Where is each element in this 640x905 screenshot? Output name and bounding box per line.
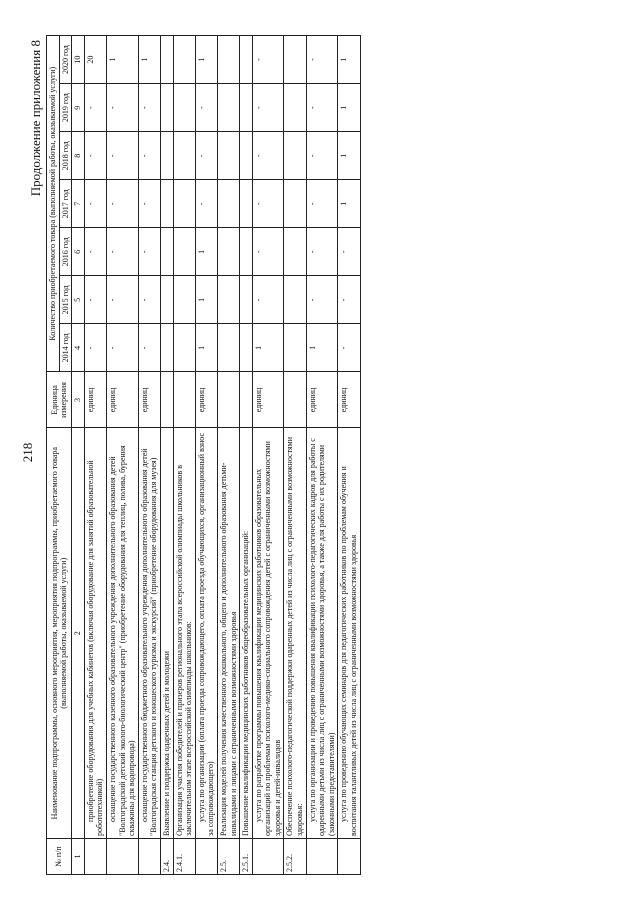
row-value [173,276,195,324]
row-value: 1 [338,132,360,180]
row-unit: единиц [252,372,284,428]
row-value: 20 [84,36,106,84]
row-value: 1 [338,84,360,132]
row-value: - [106,180,138,228]
header-year: 2019 год [59,84,72,132]
row-number: 2.5.2. [284,838,306,874]
row-value: 1 [195,228,217,276]
row-value [284,228,306,276]
row-name: услуга по разработке программы повышения квалификации медицинских работников образовательных организаций по проблемам психолого-медико-социального сопровождения детей с ограниченными возможностями здоровья и детей-инвалидов [252,428,284,838]
header-year: 2014 год [59,324,72,372]
column-number: 3 [72,372,85,428]
row-value: - [252,180,284,228]
column-number: 9 [72,84,85,132]
row-name: оснащение государственного бюджетного образовательного учреждения дополнительного образования детей "Волгоградская станция детского и юношеского туризма и экскурсий" (приобретение оборудования для музея) [138,428,160,838]
table-row [306,36,338,875]
row-number [306,838,338,874]
row-value [160,132,173,180]
row-number: 2.5. [217,838,239,874]
row-value: - [84,276,106,324]
column-number: 1 [72,838,85,874]
procurement-table [46,35,361,875]
row-value [240,84,253,132]
row-value [217,228,239,276]
table-row [240,36,253,875]
row-value: - [252,276,284,324]
column-number: 5 [72,276,85,324]
row-number: 2.4.1. [173,838,195,874]
header-name: Наименование подпрограммы, основного мероприятия, мероприятия подпрограммы, приобретаемого товара (выполняемой работы, оказываемой услуги) [47,428,72,838]
row-value [160,228,173,276]
appendix-label: Продолжение приложения 8 [28,40,43,197]
table-row [195,36,217,875]
header-unit: Единица измерения [47,372,72,428]
row-value [284,180,306,228]
row-value: - [138,324,160,372]
row-value: - [84,324,106,372]
table-row [338,36,360,875]
row-value [240,276,253,324]
row-value: - [106,228,138,276]
row-value [160,324,173,372]
row-number [252,838,284,874]
row-number: 2.5.1. [240,838,253,874]
header-year: 2017 год [59,180,72,228]
row-value: - [84,228,106,276]
header-year: 2018 год [59,132,72,180]
row-value: - [252,84,284,132]
table-row [138,36,160,875]
table-row [284,36,306,875]
row-value [160,84,173,132]
row-value: - [138,276,160,324]
table-row [252,36,284,875]
table-body [84,36,360,875]
row-value [173,324,195,372]
row-value: - [138,228,160,276]
column-number: 10 [72,36,85,84]
row-value [217,324,239,372]
row-value [240,180,253,228]
header-year: 2016 год [59,228,72,276]
row-value [284,324,306,372]
table-row [173,36,195,875]
row-value: - [338,324,360,372]
row-value: - [306,36,338,84]
row-value [217,276,239,324]
row-unit: единиц [195,372,217,428]
row-value: 1 [338,36,360,84]
row-value [173,84,195,132]
row-value [284,132,306,180]
row-unit: единиц [338,372,360,428]
row-unit: единиц [306,372,338,428]
row-value: - [306,228,338,276]
row-value: - [306,276,338,324]
header-quantity: Количество приобретаемого товара (выполняемой работы, оказываемой услуги) [47,36,60,372]
row-name: услуга по организации (оплата проезда сопровождающего, оплата проезда обучающихся, организационный взнос за сопровождающего) [195,428,217,838]
row-number [138,838,160,874]
row-value: 1 [195,36,217,84]
row-value: 1 [306,324,338,372]
row-value: - [252,132,284,180]
row-number [84,838,106,874]
row-value [173,180,195,228]
row-value [284,276,306,324]
row-value: - [106,84,138,132]
row-value [173,228,195,276]
row-name: Повышение квалификации медицинских работников общеобразовательных организаций: [240,428,253,838]
row-value [240,36,253,84]
column-number: 8 [72,132,85,180]
row-value: - [338,276,360,324]
row-name: приобретение оборудования для учебных кабинетов (включая оборудование для занятий образовательной робототехникой) [84,428,106,838]
row-value [160,180,173,228]
row-value: - [195,180,217,228]
row-value [173,132,195,180]
row-value: - [84,180,106,228]
row-number [195,838,217,874]
row-value [284,36,306,84]
column-number: 2 [72,428,85,838]
row-number [106,838,138,874]
row-value [217,180,239,228]
row-unit [217,372,239,428]
row-value: - [252,228,284,276]
row-value [217,36,239,84]
row-value [284,84,306,132]
row-value: - [106,276,138,324]
row-value: - [84,84,106,132]
row-value: - [195,84,217,132]
row-unit [173,372,195,428]
row-number [338,838,360,874]
row-name: услуга по организации и проведению повышения квалификации психолого-педагогических кадров для работы с одаренными детьми из числа лиц с ограниченными возможностями здоровья, а также для работы с их родителями (законными представителями) [306,428,338,838]
row-value: - [84,132,106,180]
page-number: 218 [20,442,35,463]
header-year: 2020 год [59,36,72,84]
row-unit [284,372,306,428]
row-value [240,324,253,372]
row-value: - [195,132,217,180]
table-row [217,36,239,875]
row-value [217,132,239,180]
row-value [240,132,253,180]
table-row [160,36,173,875]
row-value: 1 [138,36,160,84]
row-value [160,36,173,84]
row-unit [160,372,173,428]
table-row [84,36,106,875]
row-value: 1 [195,276,217,324]
row-value: - [338,228,360,276]
row-value [240,228,253,276]
row-value [160,276,173,324]
column-number: 6 [72,228,85,276]
table-row [106,36,138,875]
row-name: оснащение государственного казенного образовательного учреждения дополнительного образования детей "Волгоградский детский эколого-биологический центр" (приобретение оборудования для теплиц, полива, бурения скважины для водопровода) [106,428,138,838]
row-value [173,36,195,84]
row-unit: единиц [84,372,106,428]
row-value: - [306,84,338,132]
row-value: - [306,132,338,180]
row-value: - [138,180,160,228]
row-value: - [138,132,160,180]
row-value [217,84,239,132]
row-value: - [106,132,138,180]
column-number: 7 [72,180,85,228]
row-name: Реализация моделей получения качественного дошкольного, общего и дополнительного образования детьми-инвалидами и лицами с ограниченными возможностями здоровья [217,428,239,838]
row-value: 1 [252,324,284,372]
row-unit [240,372,253,428]
row-name: услуга по проведению обучающих семинаров для педагогических работников по проблемам обучения и воспитания талантливых детей из числа лиц с ограниченными возможностями здоровья [338,428,360,838]
row-value: 1 [106,36,138,84]
row-name: Организация участия победителей и призеров регионального этапа всероссийской олимпиады школьников в заключительном этапе всероссийской олимпиады школьников: [173,428,195,838]
row-name: Обеспечение психолого-педагогической поддержки одаренных детей из числа лиц с ограниченными возможностями здоровья: [284,428,306,838]
row-name: Выявление и поддержка одаренных детей и молодежи [160,428,173,838]
header-num: № п/п [47,838,72,874]
row-value: - [138,84,160,132]
row-value: - [252,36,284,84]
row-number: 2.4. [160,838,173,874]
row-unit: единиц [106,372,138,428]
row-value: - [106,324,138,372]
row-value: 1 [338,180,360,228]
column-number: 4 [72,324,85,372]
header-year: 2015 год [59,276,72,324]
row-value: - [306,180,338,228]
row-unit: единиц [138,372,160,428]
row-value: 1 [195,324,217,372]
